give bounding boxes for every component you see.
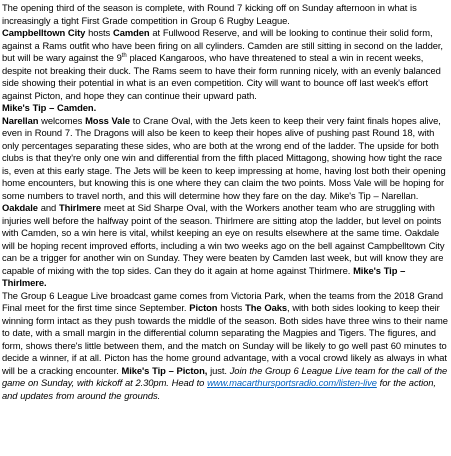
- text-run: welcomes: [38, 114, 86, 126]
- team-thirlmere: Thirlmere: [58, 202, 101, 213]
- text-run: hosts: [217, 302, 246, 313]
- intro-text: The opening third of the season is complete, with Round 7 kicking off on Sunday afternoon in what is increasingly a tight First Grade competition in Group 6 Rugby League.: [2, 2, 417, 26]
- narellan-mossvale-paragraph: [2, 115, 449, 203]
- ordinal-suffix: th: [121, 52, 127, 59]
- text-run: and: [37, 202, 59, 213]
- text-run: at Fullwood Reserve, and will be looking to continue their solid form, against a Rams outfit who have been firing on all cylinders. Camden are still sitting in second on the ladder, but will be wary against the 9: [2, 27, 443, 63]
- text-run: placed Kangaroos, who have threatened to steal a win in recent weeks, despite not breaking their duck. The Rams seem to have their form running nicely, with an evenly balanced side showing their potential in what is an even competition. City will want to bounce off last week's effort against Picton, and hope they can continue their upward path.: [2, 52, 441, 101]
- team-picton: Picton: [189, 302, 218, 313]
- campbelltown-camden-paragraph: [2, 27, 449, 115]
- text-run: to Crane Oval, with the Jets keen to keep their very faint finals hopes alive, even in Round 7. The Dragons will also be keen to keep their hopes alive of pushing past Round 18, with only percentages separating these sides, who are both at the wrong end of the ladder. The upside for both clubs is that they're only one win and differential from the fifth placed Mittagong, showing how tight the race is, even at this early stage. The Jets will be keen to keep impressing at home, having lost both their opening home encounters, but knowing this is one where they can claim the two points. Moss Vale will be hoping for some numbers to travel north, and this will determine how they fare on the day. Mike's Tip – Narellan.: [2, 114, 446, 201]
- text-run: just.: [207, 364, 230, 376]
- team-narellan: Narellan: [2, 114, 39, 126]
- team-oakdale: Oakdale: [2, 202, 38, 213]
- team-the-oaks: The Oaks: [245, 302, 287, 313]
- text-run: hosts: [85, 27, 113, 38]
- mikes-tip: Mike's Tip – Camden.: [2, 102, 97, 113]
- listen-live-link[interactable]: www.macarthursportsradio.com/listen-live: [207, 377, 377, 388]
- oakdale-thirlmere-paragraph: [2, 202, 449, 290]
- intro-paragraph: [2, 2, 449, 27]
- picton-theoaks-paragraph: [2, 290, 449, 403]
- team-campbelltown: Campbelltown City: [2, 27, 86, 38]
- text-run: , with both sides looking to keep their winning form intact as they push towards the middle of the season. Both sides have three wins to their name to date, with a small margin in the differential column separating the Magpies and Tigers. The figures, and form, shows there's little between them, and the match on Sunday will be likely to go well past 60 minutes to decide a winner, if at all. Picton has the home ground advantage, with a vocal crowd likely as always in what will be a cracking encounter.: [2, 302, 448, 376]
- broadcast-note: Join the Group 6 League Live team for the call of the game on Sunday, with kickoff at 2.30pm. Head to: [2, 364, 448, 388]
- text-run: meet at Sid Sharpe Oval, with the Workers another team who are struggling with injuries well before the halfway point of the season. Thirlmere are sitting atop the ladder, but level on points with Camden, so a win here is vital, whilst keeping an eye on results elsewhere at the same time. Oakdale will be hoping recent improved efforts, including a win two weeks ago on the bell against Campbelltown City can be a trigger for another win on Sunday. They were beaten by Camden last week, but will know they are capable of mixing with the top sides. Can they do it again at home against Thirlmere.: [2, 202, 445, 276]
- text-run: The Group 6 League Live broadcast game comes from Victoria Park, when the teams from the 2018 Grand Final meet for the first time since September.: [2, 289, 443, 313]
- broadcast-note-end: for the action, and updates from around the grounds.: [2, 377, 436, 401]
- mikes-tip: Mike's Tip – Picton,: [121, 364, 208, 376]
- team-camden: Camden: [113, 27, 150, 38]
- team-moss-vale: Moss Vale: [85, 114, 130, 126]
- mikes-tip: Mike's Tip – Thirlmere.: [2, 264, 406, 288]
